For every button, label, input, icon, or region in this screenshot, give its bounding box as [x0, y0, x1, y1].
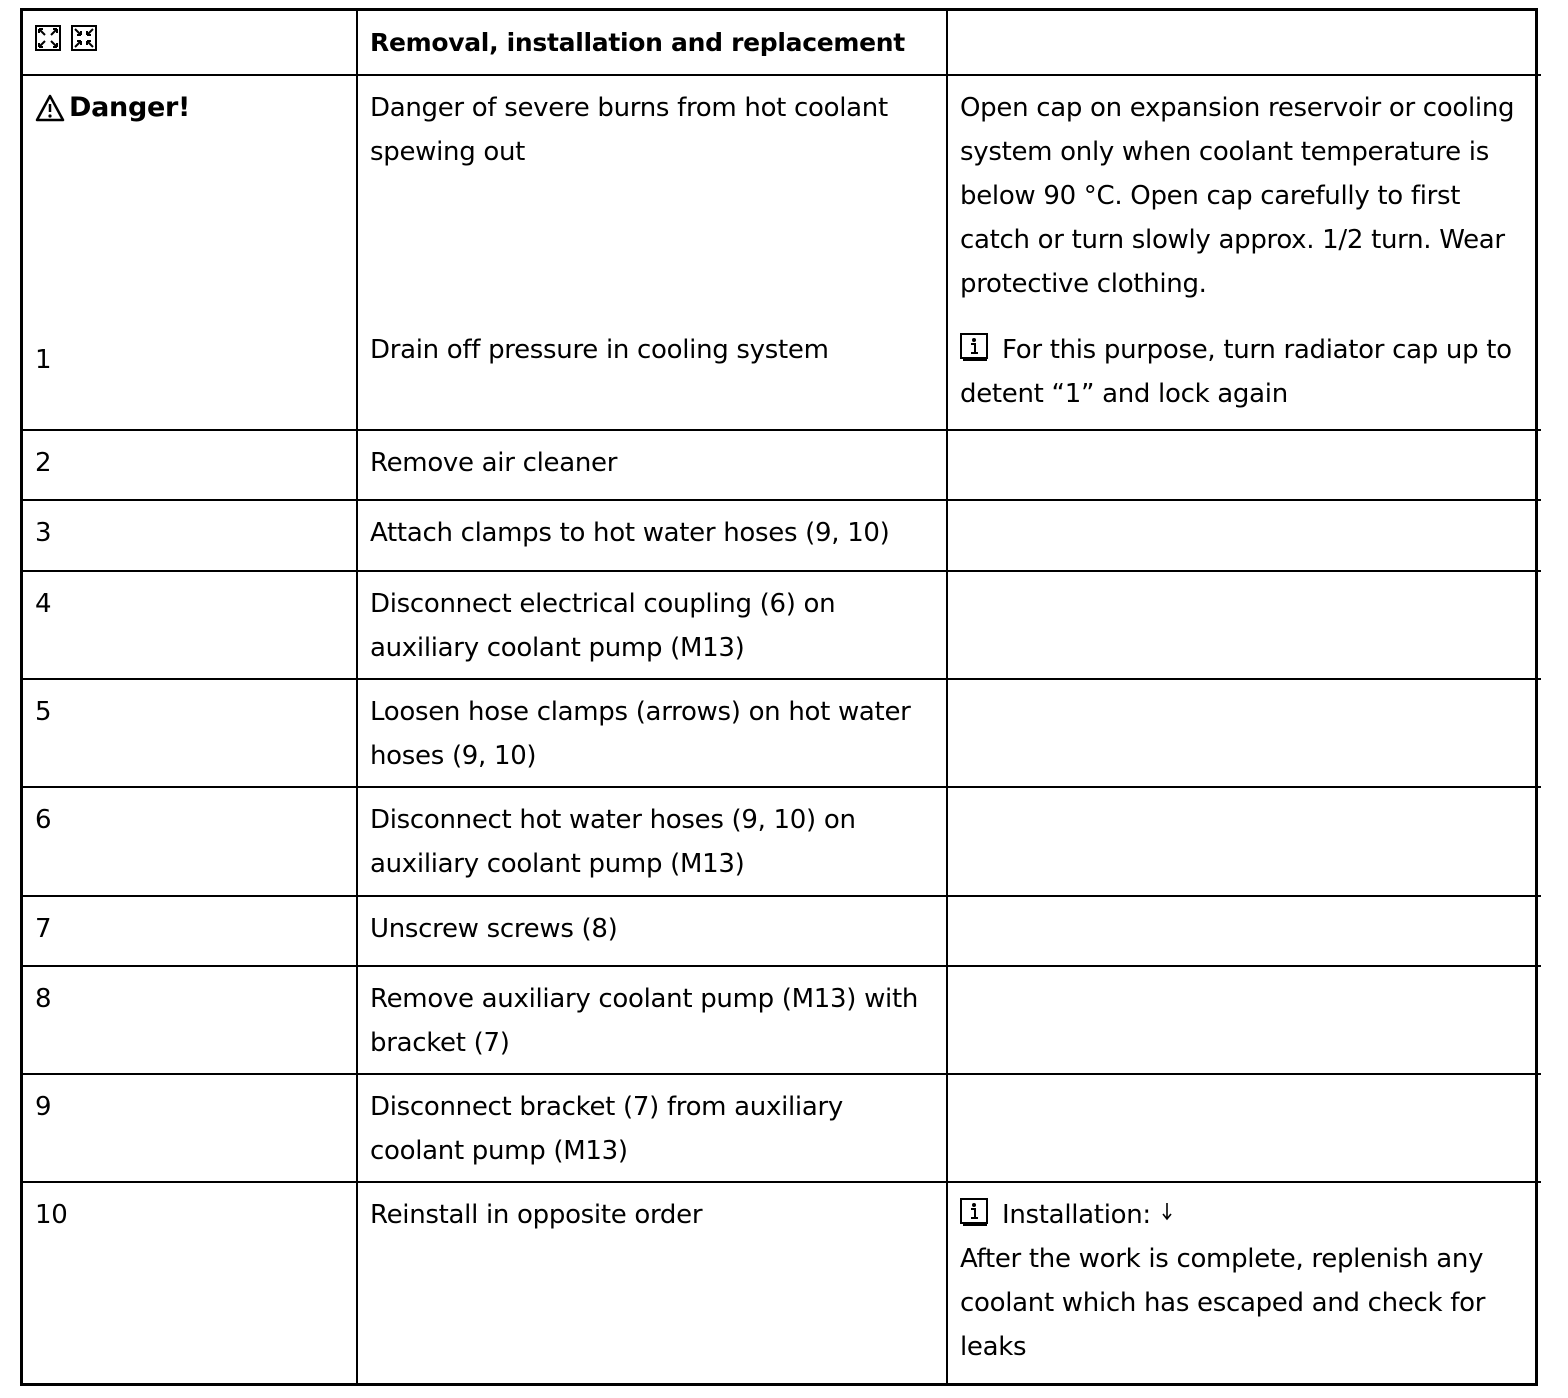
precaution-cell	[947, 75, 1541, 430]
procedure-table-frame	[20, 8, 1538, 1386]
step-action: Unscrew screws (8)	[357, 896, 947, 966]
info-icon	[960, 1198, 988, 1226]
step-number: 1	[35, 345, 52, 376]
table-row	[23, 500, 1541, 570]
installation-icon	[71, 25, 97, 51]
table-header-row	[23, 11, 1541, 75]
danger-label: Danger!	[69, 92, 191, 124]
step-number: 7	[23, 896, 357, 966]
step-number: 9	[23, 1074, 357, 1182]
table-row	[23, 571, 1541, 679]
table-row	[23, 679, 1541, 787]
step-action: Drain off pressure in cooling system	[370, 335, 829, 366]
table-row	[23, 430, 1541, 500]
arrow-down-icon	[1161, 1199, 1173, 1223]
step-number: 10	[23, 1182, 357, 1383]
table-row	[23, 966, 1541, 1074]
step-note	[947, 1074, 1541, 1182]
installation-label: Installation:	[1002, 1200, 1151, 1231]
step-number: 8	[23, 966, 357, 1074]
info-icon	[960, 333, 988, 361]
removal-icon	[35, 25, 61, 51]
table-row	[23, 896, 1541, 966]
hazard-text: Danger of severe burns from hot coolant spewing out	[370, 93, 888, 168]
step-number: 6	[23, 787, 357, 895]
hazard-cell	[357, 75, 947, 430]
step-note	[947, 896, 1541, 966]
procedure-table	[23, 11, 1541, 1383]
step-action: Remove auxiliary coolant pump (M13) with bracket (7)	[357, 966, 947, 1074]
step-note: After the work is complete, replenish any coolant which has escaped and check for leaks	[960, 1244, 1486, 1363]
warning-triangle-icon	[35, 94, 65, 122]
step-note	[947, 787, 1541, 895]
header-empty-cell	[947, 11, 1541, 75]
step-action: Reinstall in opposite order	[357, 1182, 947, 1383]
step-number: 2	[23, 430, 357, 500]
step-action: Disconnect bracket (7) from auxiliary coolant pump (M13)	[357, 1074, 947, 1182]
precaution-text: Open cap on expansion reservoir or cooling system only when coolant temperature is below 90 °C. Open cap carefully to first catch or turn slowly approx. 1/2 turn. Wear protective clothing.	[960, 93, 1515, 300]
danger-cell	[23, 75, 357, 430]
step-number: 4	[23, 571, 357, 679]
step-note-cell	[947, 1182, 1541, 1383]
table-row	[23, 1074, 1541, 1182]
step-note	[947, 500, 1541, 570]
step-number: 5	[23, 679, 357, 787]
step-note: For this purpose, turn radiator cap up to detent “1” and lock again	[960, 335, 1512, 410]
header-icons-cell	[23, 11, 357, 75]
step-action: Attach clamps to hot water hoses (9, 10)	[357, 500, 947, 570]
step-action: Disconnect electrical coupling (6) on auxiliary coolant pump (M13)	[357, 571, 947, 679]
step-note	[947, 571, 1541, 679]
table-row	[23, 1182, 1541, 1383]
step-number: 3	[23, 500, 357, 570]
step-action: Disconnect hot water hoses (9, 10) on auxiliary coolant pump (M13)	[357, 787, 947, 895]
table-row	[23, 787, 1541, 895]
step-action: Loosen hose clamps (arrows) on hot water hoses (9, 10)	[357, 679, 947, 787]
table-row	[23, 75, 1541, 430]
step-note	[947, 679, 1541, 787]
step-action: Remove air cleaner	[357, 430, 947, 500]
step-note	[947, 430, 1541, 500]
header-title: Removal, installation and replacement	[357, 11, 947, 75]
step-note	[947, 966, 1541, 1074]
